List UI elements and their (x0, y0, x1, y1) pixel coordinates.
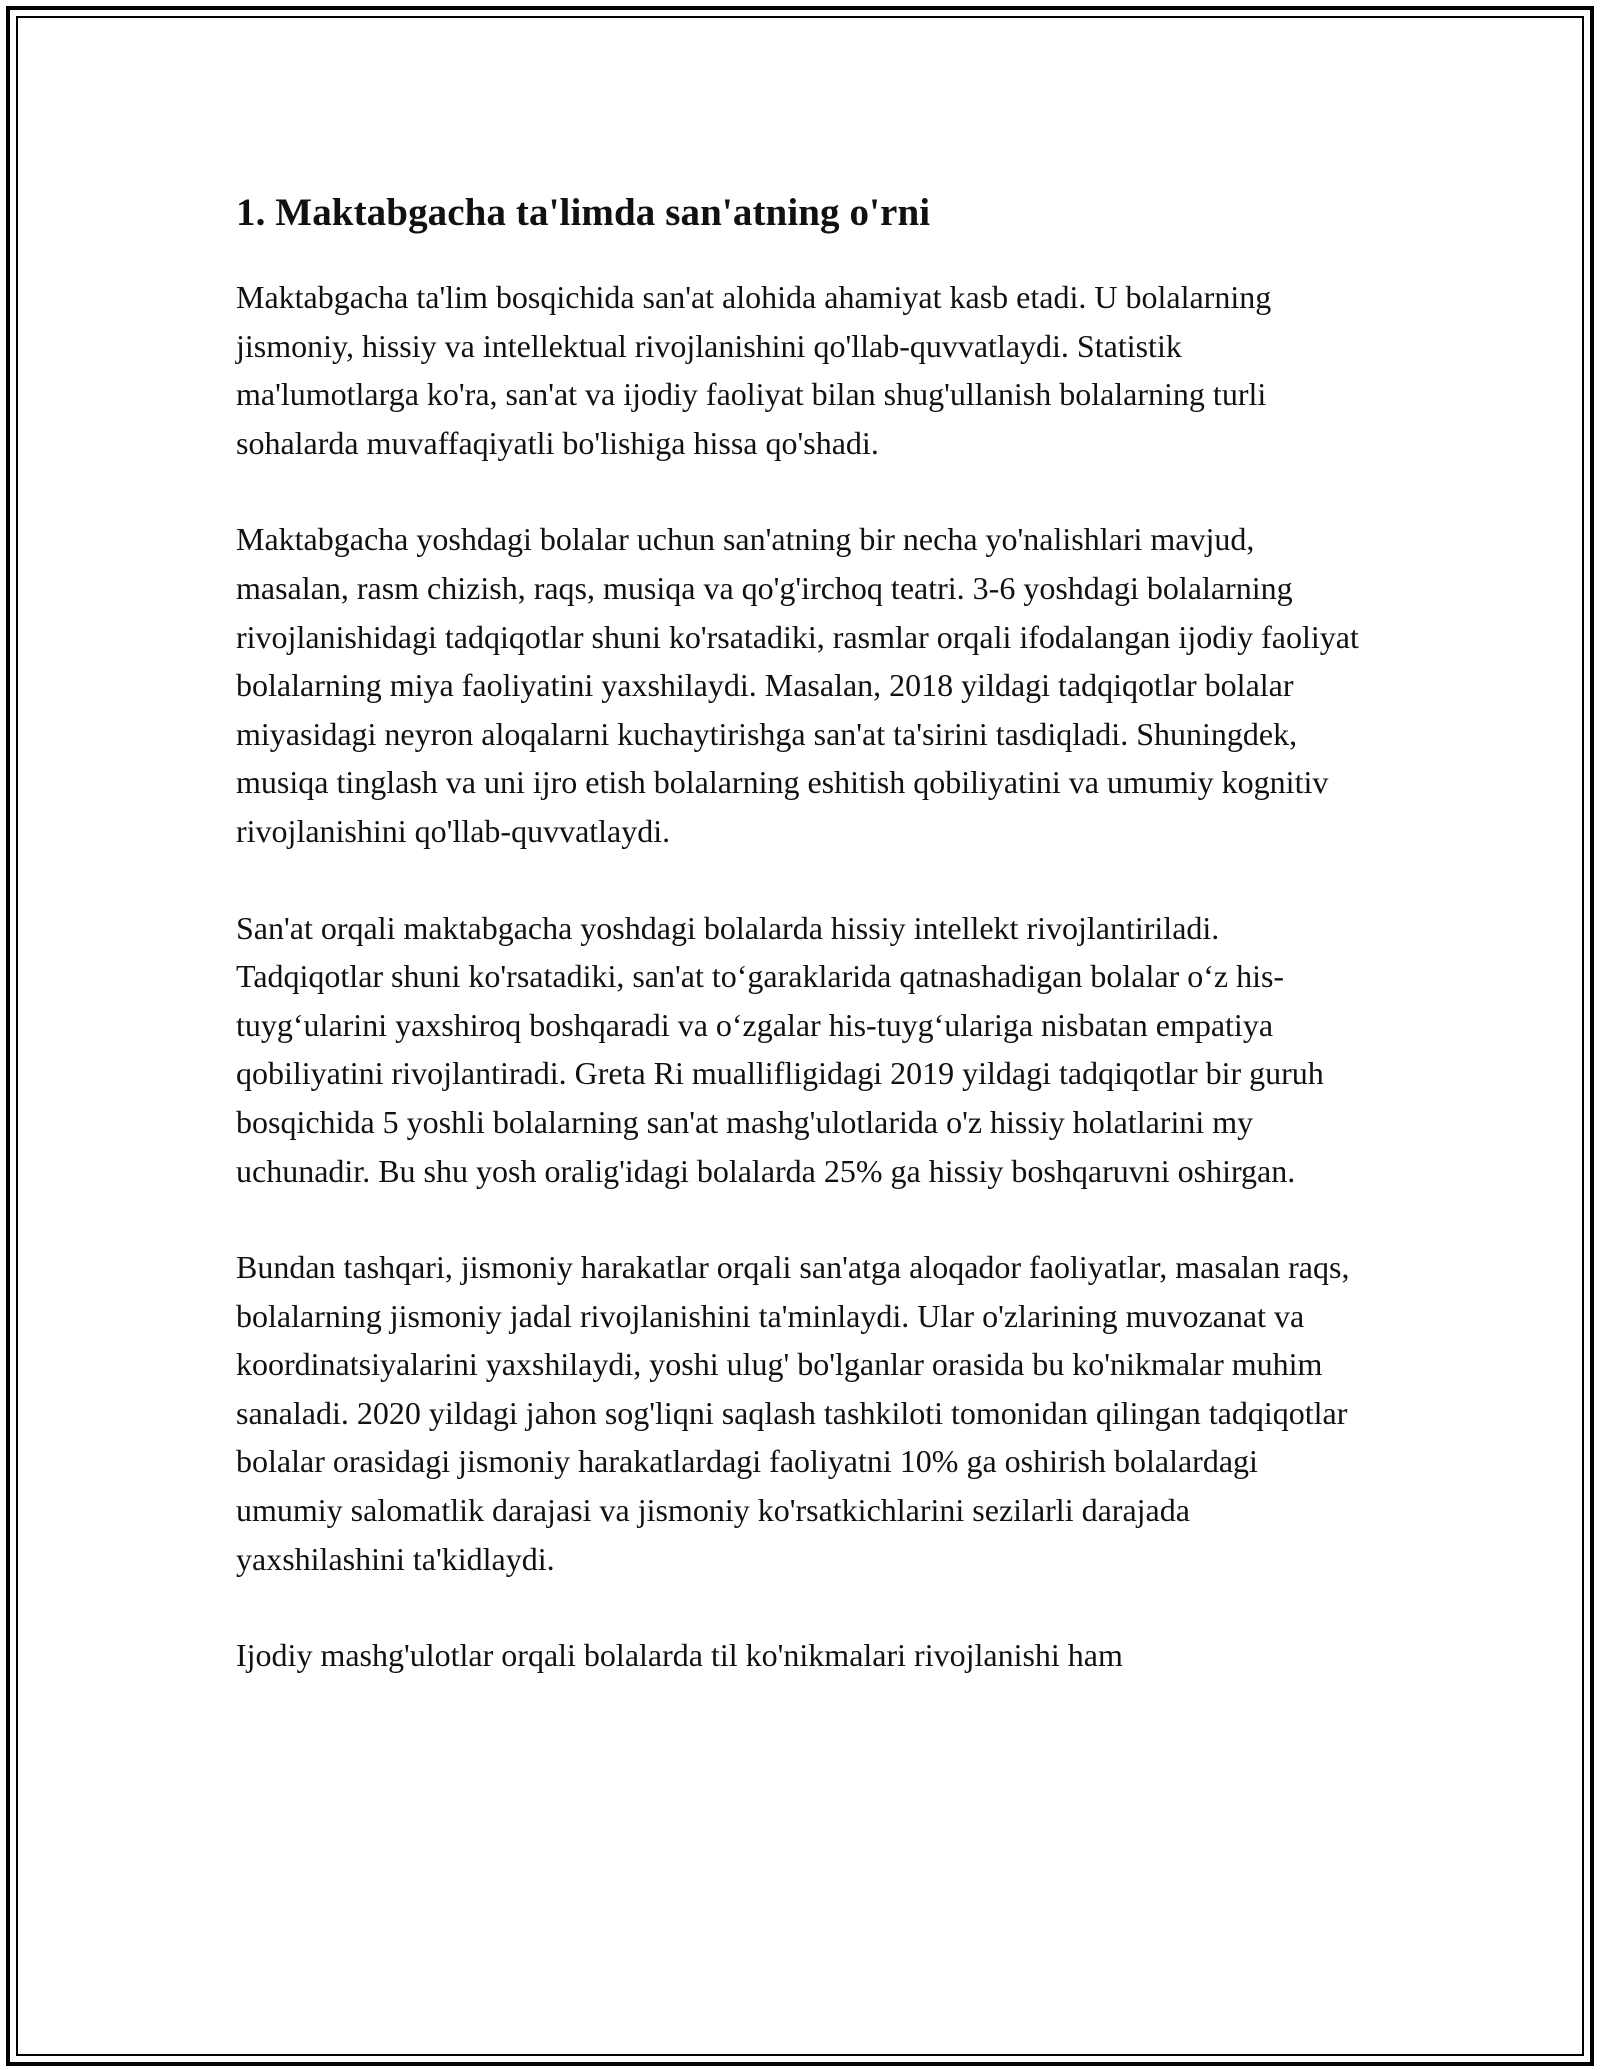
document-body (236, 183, 1366, 1728)
section-heading: 1. Maktabgacha ta'limda san'atning o'rni (236, 191, 931, 234)
paragraph-2: Maktabgacha yoshdagi bolalar uchun san'atning bir necha yo'nalishlari mavjud, masalan, rasm chizish, raqs, musiqa va qo'g'irchoq teatri. 3-6 yoshdagi bolalarning rivojlanishidagi tadqiqotlar shuni ko'rsatadiki, rasmlar orqali ifodalangan ijodiy faoliyat bolalarning miya faoliyatini yaxshilaydi. Masalan, 2018 yildagi tadqiqotlar bolalar miyasidagi neyron aloqalarni kuchaytirishga san'at ta'sirini tasdiqladi. Shuningdek, musiqa tinglash va uni ijro etish bolalarning eshitish qobiliyatini va umumiy kognitiv rivojlanishini qo'llab-quvvatlaydi. (236, 521, 1359, 849)
paragraph-3: San'at orqali maktabgacha yoshdagi bolalarda hissiy intellekt rivojlantiriladi. Tadqiqotlar shuni ko'rsatadiki, san'at to‘garaklarida qatnashadigan bolalar o‘z his-tuyg‘ularini yaxshiroq boshqaradi va o‘zgalar his-tuyg‘ulariga nisbatan empatiya qobiliyatini rivojlantiradi. Greta Ri muallifligidagi 2019 yildagi tadqiqotlar bir guruh bosqichida 5 yoshli bolalarning san'at mashg'ulotlarida o'z hissiy holatlarini my uchunadir. Bu shu yosh oralig'idagi bolalarda 25% ga hissiy boshqaruvni oshirgan. (236, 909, 1324, 1189)
paragraph-1: Maktabgacha ta'lim bosqichida san'at alohida ahamiyat kasb etadi. U bolalarning jismoniy, hissiy va intellektual rivojlanishini qo'llab-quvvatlaydi. Statistik ma'lumotlarga ko'ra, san'at va ijodiy faoliyat bilan shug'ullanish bolalarning turli sohalarda muvaffaqiyatli bo'lishiga hissa qo'shadi. (236, 279, 1272, 461)
paragraph-5: Ijodiy mashg'ulotlar orqali bolalarda til ko'nikmalari rivojlanishi ham (236, 1637, 1123, 1674)
paragraph-4: Bundan tashqari, jismoniy harakatlar orqali san'atga aloqador faoliyatlar, masalan raqs, bolalarning jismoniy jadal rivojlanishini ta'minlaydi. Ular o'zlarining muvozanat va koordinatsiyalarini yaxshilaydi, yoshi ulug' bo'lganlar orasida bu ko'nikmalar muhim sanaladi. 2020 yildagi jahon sog'liqni saqlash tashkiloti tomonidan qilingan tadqiqotlar bolalar orasidagi jismoniy harakatlardagi faoliyatni 10% ga oshirish bolalardagi umumiy salomatlik darajasi va jismoniy ko'rsatkichlarini sezilarli darajada yaxshilashini ta'kidlaydi. (236, 1249, 1350, 1577)
